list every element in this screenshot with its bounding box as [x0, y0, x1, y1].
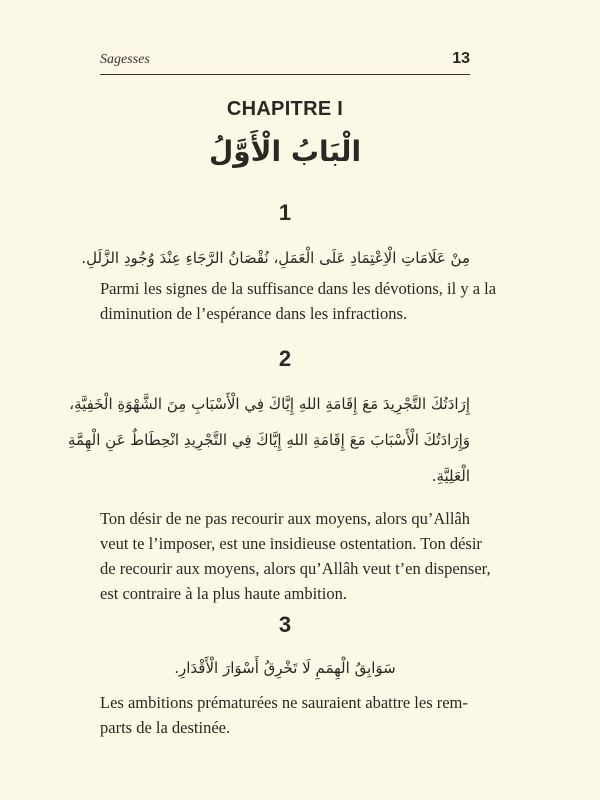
- section-number-1: 1: [278, 200, 292, 225]
- section-1-french: [100, 276, 497, 326]
- section-1-arabic: [81, 240, 470, 276]
- arabic-line: إِرَادَتُكَ التَّجْرِيدَ مَعَ إِقَامَةِ اللهِ إِيَّاكَ فِي الْأَسْبَابِ مِنَ الشَّهْوَةِ الْخَفِيَّةِ،: [69, 395, 470, 413]
- arabic-line: وَإِرَادَتُكَ الْأَسْبَابَ مَعَ إِقَامَةِ اللهِ إِيَّاكَ فِي التَّجْرِيدِ انْحِطَاطٌ عَنِ الْهِمَّةِ: [68, 431, 470, 449]
- arabic-line: مِنْ عَلَامَاتِ الْاِعْتِمَادِ عَلَى الْعَمَلِ، نُقْصَانُ الرَّجَاءِ عِنْدَ وُجُودِ الزَّلَلِ.: [81, 249, 470, 267]
- page-number: 13: [452, 50, 470, 67]
- arabic-line: سَوَابِقُ الْهِمَمِ لَا تَخْرِقُ أَسْوَارَ الْأَقْدَارِ.: [174, 659, 396, 677]
- section-2-arabic: [68, 386, 470, 494]
- french-line: Ton désir de ne pas recourir aux moyens, alors qu’Allâh: [100, 509, 470, 528]
- french-line: est contraire à la plus haute ambition.: [100, 584, 347, 603]
- french-line: Parmi les signes de la suffisance dans les dévotions, il y a la: [100, 279, 497, 298]
- chapter-title: CHAPITRE I: [226, 98, 344, 120]
- chapter-arabic-title: الْبَابُ الْأَوَّلُ: [208, 135, 362, 168]
- french-line: diminution de l’espérance dans les infractions.: [100, 304, 407, 323]
- arabic-line: الْعَلِيَّةِ.: [431, 467, 470, 485]
- french-line: veut te l’imposer, est une insidieuse ostentation. Ton désir: [100, 534, 482, 553]
- section-3-french: [100, 690, 470, 740]
- french-line: parts de la destinée.: [100, 718, 231, 737]
- section-number-2: 2: [278, 346, 292, 371]
- french-line: Les ambitions prématurées ne sauraient abattre les rem-: [100, 693, 468, 712]
- section-3-arabic: [100, 650, 470, 686]
- section-2-french: [100, 506, 491, 606]
- running-title: Sagesses: [100, 52, 150, 67]
- french-line: de recourir aux moyens, alors qu’Allâh veut t’en dispenser,: [100, 559, 491, 578]
- page-header: [100, 50, 470, 75]
- section-number-3: 3: [278, 612, 292, 637]
